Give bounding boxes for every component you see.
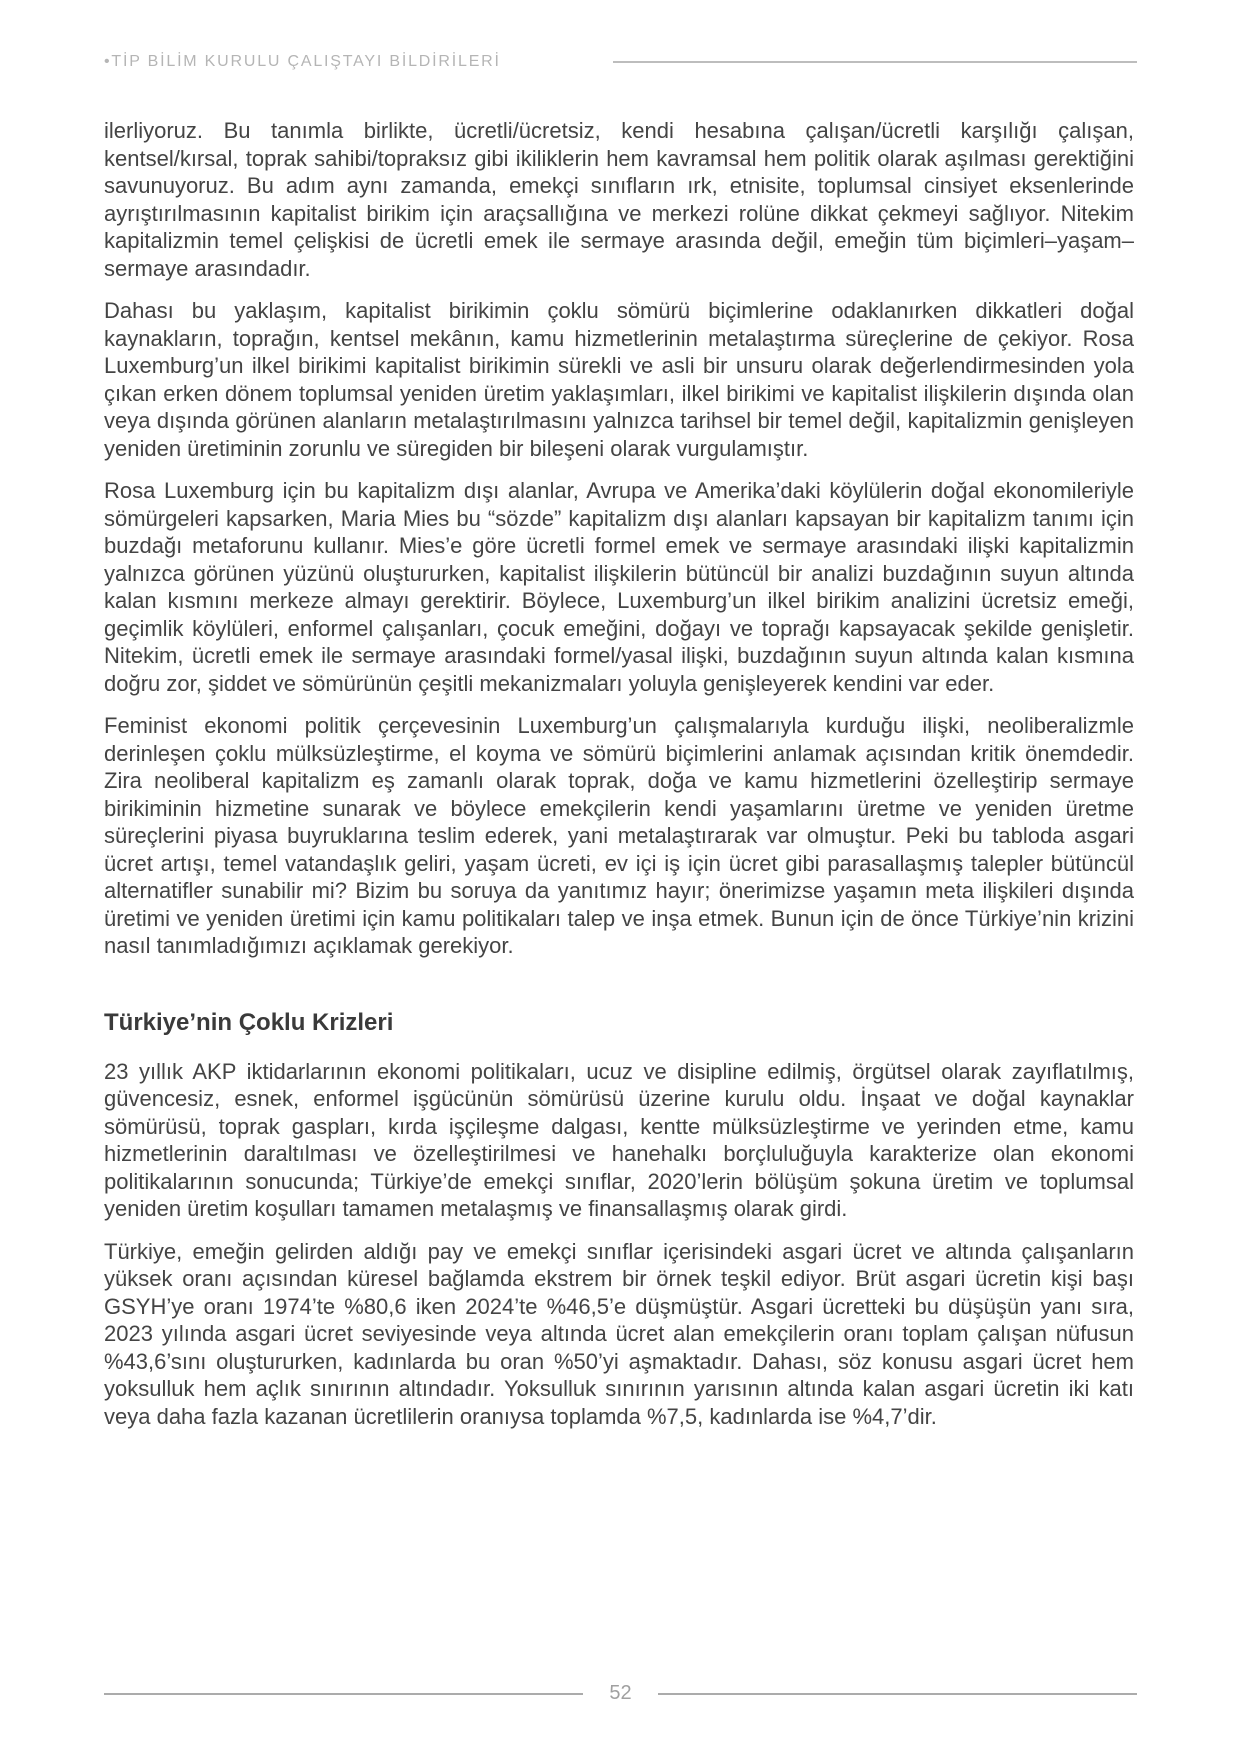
running-header-title: •TİP BİLİM KURULU ÇALIŞTAYI BİLDİRİLERİ xyxy=(104,53,501,70)
article-body xyxy=(104,117,1134,1445)
paragraph: Türkiye, emeğin gelirden aldığı pay ve emekçi sınıflar içerisindeki asgari ücret ve altında çalışanların yüksek oranı açısından küresel bağlamda ekstrem bir örnek teşkil ediyor. Brüt asgari ücretin kişi başı GSYH’ye oranı 1974’te %80,6 iken 2024’te %46,5’e düşmüştür. Asgari ücretteki bu düşüşün yanı sıra, 2023 yılında asgari ücret seviyesinde veya altında ücret alan emekçilerin oranı toplam çalışan nüfusun %43,6’sını oluştururken, kadınlarda bu oran %50’yi aşmaktadır. Dahası, söz konusu asgari ücret hem yoksulluk hem açlık sınırının altındadır. Yoksulluk sınırının yarısının altında kalan asgari ücretin iki katı veya daha fazla kazanan ücretlilerin oranıysa toplamda %7,5, kadınlarda ise %4,7’dir. xyxy=(104,1238,1134,1429)
paragraph: 23 yıllık AKP iktidarlarının ekonomi politikaları, ucuz ve disipline edilmiş, örgütsel olarak zayıflatılmış, güvencesiz, esnek, enformel işgücünün sömürüsü üzerine kurulu oldu. İnşaat ve doğal kaynaklar sömürüsü, toprak gaspları, kırda işçileşme dalgası, kentte mülksüzleştirme ve yerinden etme, kamu hizmetlerinin daraltılması ve özelleştirilmesi ve hanehalkı borçluluğuyla karakterize olan ekonomi politikalarının sonucunda; Türkiye’de emekçi sınıflar, 2020’lerin bölüşüm şokuna üretim ve toplumsal yeniden üretim koşulları tamamen metalaşmış ve finansallaşmış olarak girdi. xyxy=(104,1058,1134,1221)
footer-rule-right xyxy=(658,1693,1137,1695)
page-number: 52 xyxy=(609,1682,632,1704)
paragraph: ilerliyoruz. Bu tanımla birlikte, ücretli/ücretsiz, kendi hesabına çalışan/ücretli karşılığı çalışan, kentsel/kırsal, toprak sahibi/topraksız gibi ikiliklerin hem kavramsal hem politik olarak aşılması gerektiğini savunuyoruz. Bu adım aynı zamanda, emekçi sınıfların ırk, etnisite, toplumsal cinsiyet eksenlerinde ayrıştırılmasının kapitalist birikim için araçsallığına ve merkezi rolüne dikkat çekmeyi sağlıyor. Nitekim kapitalizmin temel çelişkisi de ücretli emek ile sermaye arasında değil, emeğin tüm biçimleri–yaşam–sermaye arasındadır. xyxy=(104,118,1134,281)
paragraph: Dahası bu yaklaşım, kapitalist birikimin çoklu sömürü biçimlerine odaklanırken dikkatleri doğal kaynakların, toprağın, kentsel mekânın, kamu hizmetlerinin metalaştırma süreçlerine de çekiyor. Rosa Luxemburg’un ilkel birikimi kapitalist birikimin sürekli ve asli bir unsuru olarak değerlendirmesinden yola çıkan erken dönem toplumsal yeniden üretim yaklaşımları, ilkel birikimi ve kapitalist ilişkilerin dışında olan veya dışında görünen alanların metalaştırılmasını yalnızca tarihsel bir temel değil, kapitalizmin genişleyen yeniden üretiminin zorunlu ve süregiden bir bileşeni olarak vurgulamıştır. xyxy=(104,298,1134,461)
page-header xyxy=(104,52,1137,72)
header-rule xyxy=(613,61,1137,63)
page-footer xyxy=(104,1682,1137,1705)
paragraph: Feminist ekonomi politik çerçevesinin Luxemburg’un çalışmalarıyla kurduğu ilişki, neoliberalizmle derinleşen çoklu mülksüzleştirme, el koyma ve sömürü biçimlerini anlamak açısından kritik önemdedir. Zira neoliberal kapitalizm eş zamanlı olarak toprak, doğa ve kamu hizmetlerini özelleştirip sermaye birikiminin hizmetine sunarak ve böylece emekçilerin kendi yaşamlarını üretme ve yeniden üretme süreçlerini piyasa buyruklarına teslim ederek, yani metalaştırarak var olmuştur. Peki bu tabloda asgari ücret artışı, temel vatandaşlık geliri, yaşam ücreti, ev içi iş için ücret gibi parasallaşmış talepler bütüncül alternatifler sunabilir mi? Bizim bu soruya da yanıtımız hayır; önerimizse yaşamın meta ilişkileri dışında üretimi ve yeniden üretimi için kamu politikaları talep ve inşa etmek. Bunun için de önce Türkiye’nin krizini nasıl tanımladığımızı açıklamak gerekiyor. xyxy=(104,713,1134,958)
paragraph: Rosa Luxemburg için bu kapitalizm dışı alanlar, Avrupa ve Amerika’daki köylülerin doğal ekonomileriyle sömürgeleri kapsarken, Maria Mies bu “sözde” kapitalizm dışı alanları kapsayan bir kapitalizm tanımı için buzdağı metaforunu kullanır. Mies’e göre ücretli formel emek ve sermaye arasındaki ilişki kapitalizmin yalnızca görünen yüzünü oluştururken, kapitalist ilişkilerin bütüncül bir analizi buzdağının suyun altında kalan kısmını merkeze almayı gerektirir. Böylece, Luxemburg’un ilkel birikim analizini ücretsiz emeği, geçimlik köylüleri, enformel çalışanları, çocuk emeğini, doğayı ve toprağı kapsayacak şekilde genişletir. Nitekim, ücretli emek ile sermaye arasındaki formel/yasal ilişki, buzdağının suyun altında kalan kısmına doğru zor, şiddet ve sömürünün çeşitli mekanizmaları yoluyla genişleyerek kendini var eder. xyxy=(104,478,1134,696)
footer-rule-left xyxy=(104,1693,583,1695)
section-heading: Türkiye’nin Çoklu Krizleri xyxy=(104,1008,394,1036)
